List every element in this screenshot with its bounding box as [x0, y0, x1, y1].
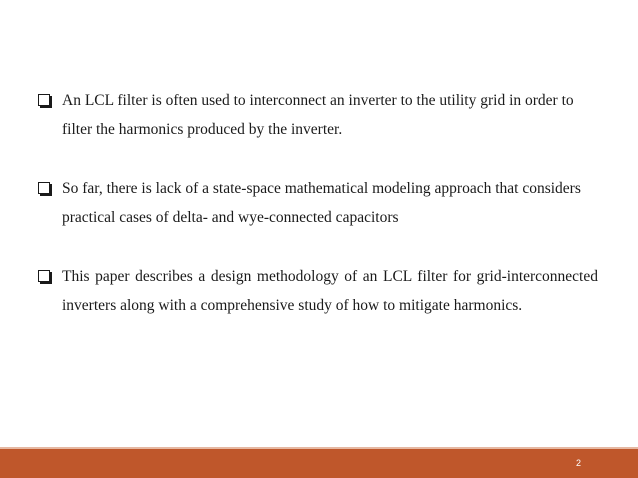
bullet-list	[38, 86, 598, 350]
checkbox-square-icon	[38, 182, 52, 196]
bullet-text: An LCL filter is often used to interconnect an inverter to the utility grid in order to filter the harmonics produced by the inverter.	[62, 92, 574, 138]
page-number: 2	[575, 458, 581, 468]
bullet-item	[38, 262, 598, 320]
checkbox-square-icon	[38, 94, 52, 108]
checkbox-square-icon	[38, 270, 52, 284]
bullet-text: So far, there is lack of a state-space mathematical modeling approach that considers practical cases of delta- and wye-connected capacitors	[62, 180, 581, 226]
bullet-item	[38, 174, 598, 232]
footer-bar	[0, 449, 638, 478]
bullet-item	[38, 86, 598, 144]
bullet-text: This paper describes a design methodology of an LCL filter for grid-interconnected inverters along with a comprehensive study of how to mitigate harmonics.	[62, 268, 598, 314]
